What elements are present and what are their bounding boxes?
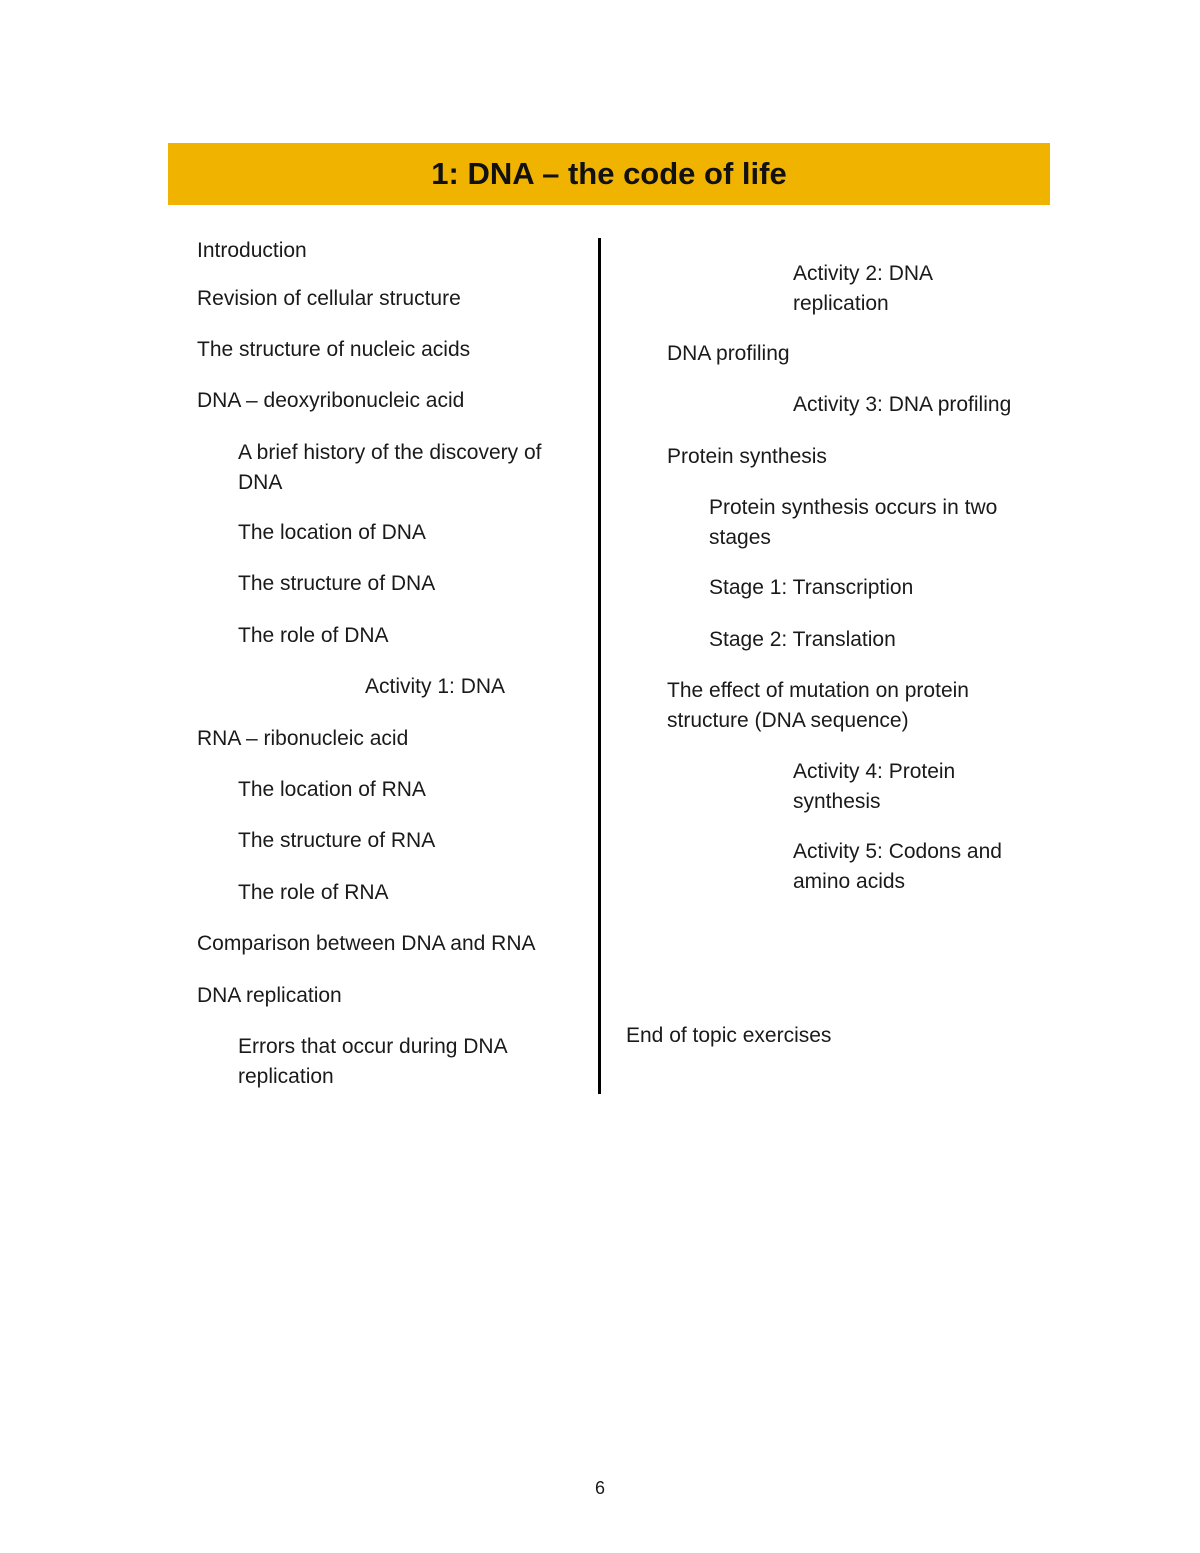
chapter-title-band — [168, 143, 1050, 205]
toc-entry-effect-of-mutation: The effect of mutation on protein structure (DNA sequence) — [667, 679, 969, 732]
toc-entry-errors-dna-replication: Errors that occur during DNA replication — [238, 1035, 507, 1088]
toc-entry-location-dna: The location of DNA — [238, 521, 426, 544]
toc-entry-end-of-topic-exercises: End of topic exercises — [626, 1024, 832, 1047]
toc-entry-role-dna: The role of DNA — [238, 624, 389, 647]
toc-entry-comparison-dna-rna: Comparison between DNA and RNA — [197, 932, 536, 955]
chapter-title: 1: DNA – the code of life — [431, 156, 787, 191]
toc-entry-introduction: Introduction — [197, 239, 307, 262]
toc-entry-activity-1: Activity 1: DNA — [365, 675, 506, 698]
toc-entry-dna-replication: DNA replication — [197, 984, 342, 1007]
toc-entry-activity-5: Activity 5: Codons and amino acids — [793, 840, 1002, 893]
toc-entry-history-discovery-dna: A brief history of the discovery of DNA — [238, 441, 542, 494]
toc-entry-structure-nucleic-acids: The structure of nucleic acids — [197, 338, 471, 361]
toc-entry-revision-cellular-structure: Revision of cellular structure — [197, 287, 461, 310]
toc-entry-rna-ribonucleic-acid: RNA – ribonucleic acid — [197, 727, 409, 750]
toc-entry-dna-deoxyribonucleic-acid: DNA – deoxyribonucleic acid — [197, 389, 465, 412]
toc-entry-activity-2: Activity 2: DNA replication — [793, 262, 932, 315]
toc-entry-protein-synthesis-two-stages: Protein synthesis occurs in two stages — [709, 496, 998, 549]
column-divider — [598, 238, 601, 1094]
toc-entry-role-rna: The role of RNA — [238, 881, 389, 904]
toc-entry-activity-4: Activity 4: Protein synthesis — [793, 760, 956, 813]
toc-entry-structure-dna: The structure of DNA — [238, 572, 436, 595]
toc-entry-dna-profiling: DNA profiling — [667, 342, 790, 365]
toc-entry-protein-synthesis: Protein synthesis — [667, 445, 827, 468]
page-number: 6 — [594, 1478, 605, 1498]
toc-entry-stage-1-transcription: Stage 1: Transcription — [709, 576, 914, 599]
toc-entry-stage-2-translation: Stage 2: Translation — [709, 628, 896, 651]
toc-entry-structure-rna: The structure of RNA — [238, 829, 436, 852]
toc-entry-activity-3: Activity 3: DNA profiling — [793, 393, 1012, 416]
toc-entry-location-rna: The location of RNA — [238, 778, 426, 801]
